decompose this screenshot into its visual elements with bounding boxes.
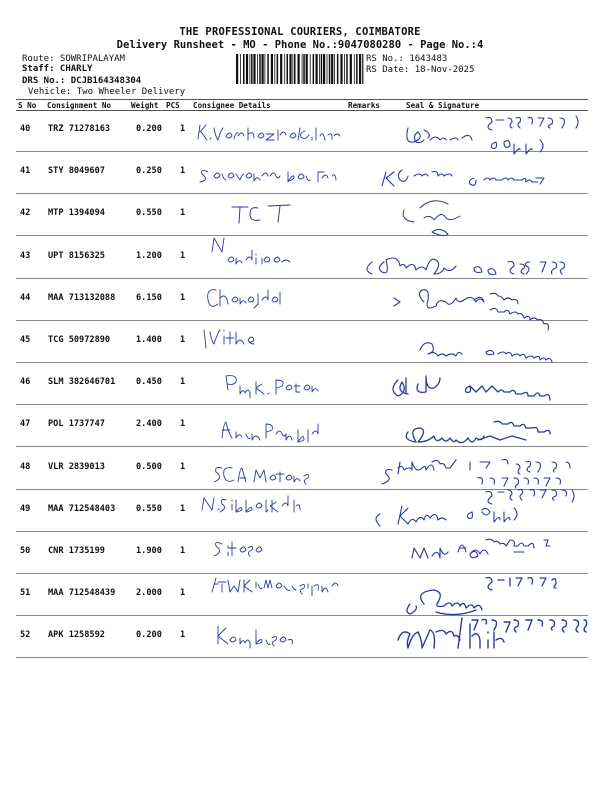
- pcs-cell: 1: [180, 208, 186, 219]
- consignment-cell: TRZ 71278163: [48, 124, 111, 134]
- company-title: THE PROFESSIONAL COURIERS, COIMBATORE: [179, 26, 421, 38]
- consignment-cell: STY 8049607: [48, 166, 105, 177]
- consignment-cell: MAA 713132088: [48, 292, 116, 303]
- consignment-cell: SLM 382646701: [48, 377, 116, 388]
- col-pcs: PCS: [166, 101, 180, 110]
- pcs-cell: 1: [180, 588, 186, 599]
- weight-cell: 0.500: [136, 461, 162, 472]
- route-label: Route: SOWRIPALAYAM: [22, 54, 125, 64]
- pcs-cell: 1: [180, 250, 186, 261]
- col-consignment: Consignment No: [47, 101, 112, 110]
- sno-cell: 44: [20, 292, 31, 303]
- weight-cell: 0.550: [136, 503, 162, 514]
- weight-cell: 1.200: [136, 250, 162, 261]
- consignee-handwriting: [198, 125, 340, 648]
- consignment-cell: TCG 50972890: [48, 335, 111, 345]
- col-remarks: Remarks: [348, 101, 381, 110]
- pcs-cell: 1: [180, 124, 186, 134]
- pcs-cell: 1: [180, 419, 186, 430]
- sno-cell: 51: [20, 588, 31, 599]
- sno-cell: 47: [20, 419, 31, 430]
- runsheet-subtitle: Delivery Runsheet - MO - Phone No.:9047080280 - Page No.:4: [116, 39, 484, 51]
- weight-cell: 0.200: [136, 124, 162, 134]
- consignment-cell: MAA 712548439: [48, 588, 116, 599]
- pcs-cell: 1: [180, 503, 186, 514]
- rs-date: RS Date: 18-Nov-2025: [366, 65, 475, 75]
- weight-cell: 6.150: [136, 292, 162, 303]
- sno-cell: 43: [20, 250, 31, 261]
- pcs-cell: 1: [180, 335, 186, 345]
- consignment-cell: MAA 712548403: [48, 503, 116, 514]
- sno-cell: 46: [20, 377, 31, 388]
- sno-cell: 49: [20, 503, 31, 514]
- sno-cell: 52: [20, 630, 31, 641]
- pcs-cell: 1: [180, 630, 186, 641]
- staff-label: Staff: CHARLY: [22, 64, 93, 74]
- pcs-cell: 1: [180, 292, 186, 303]
- consignment-cell: UPT 8156325: [48, 250, 105, 261]
- consignment-cell: MTP 1394094: [48, 208, 105, 219]
- sno-cell: 42: [20, 208, 31, 219]
- sno-cell: 41: [20, 166, 31, 177]
- pcs-cell: 1: [180, 546, 186, 556]
- weight-cell: 2.400: [136, 419, 162, 430]
- weight-cell: 0.450: [136, 377, 162, 388]
- consignment-cell: POL 1737747: [48, 419, 105, 430]
- col-weight: Weight: [131, 101, 159, 110]
- sno-cell: 50: [20, 546, 31, 556]
- pcs-cell: 1: [180, 461, 186, 472]
- weight-cell: 0.550: [136, 208, 162, 219]
- pcs-cell: 1: [180, 377, 186, 388]
- sno-cell: 48: [20, 461, 31, 472]
- sno-cell: 45: [20, 335, 31, 345]
- weight-cell: 0.200: [136, 630, 162, 641]
- drs-number: DRS No.: DCJB164348304: [22, 76, 142, 86]
- vehicle-label: Vehicle: Two Wheeler Delivery: [28, 87, 186, 97]
- weight-cell: 0.250: [136, 166, 162, 177]
- weight-cell: 1.400: [136, 335, 162, 345]
- weight-cell: 2.000: [136, 588, 162, 599]
- consignment-cell: APK 1258592: [48, 630, 105, 641]
- col-signature: Seal & Signature: [406, 101, 480, 110]
- col-sno: S No: [18, 101, 37, 110]
- col-consignee: Consignee Details: [193, 101, 271, 110]
- weight-cell: 1.900: [136, 546, 162, 556]
- pcs-cell: 1: [180, 166, 186, 177]
- consignment-cell: CNR 1735199: [48, 546, 105, 556]
- consignment-cell: VLR 2839013: [48, 461, 105, 472]
- signature-handwriting: [367, 116, 587, 648]
- rs-number: RS No.: 1643483: [366, 54, 448, 64]
- sno-cell: 40: [20, 124, 31, 134]
